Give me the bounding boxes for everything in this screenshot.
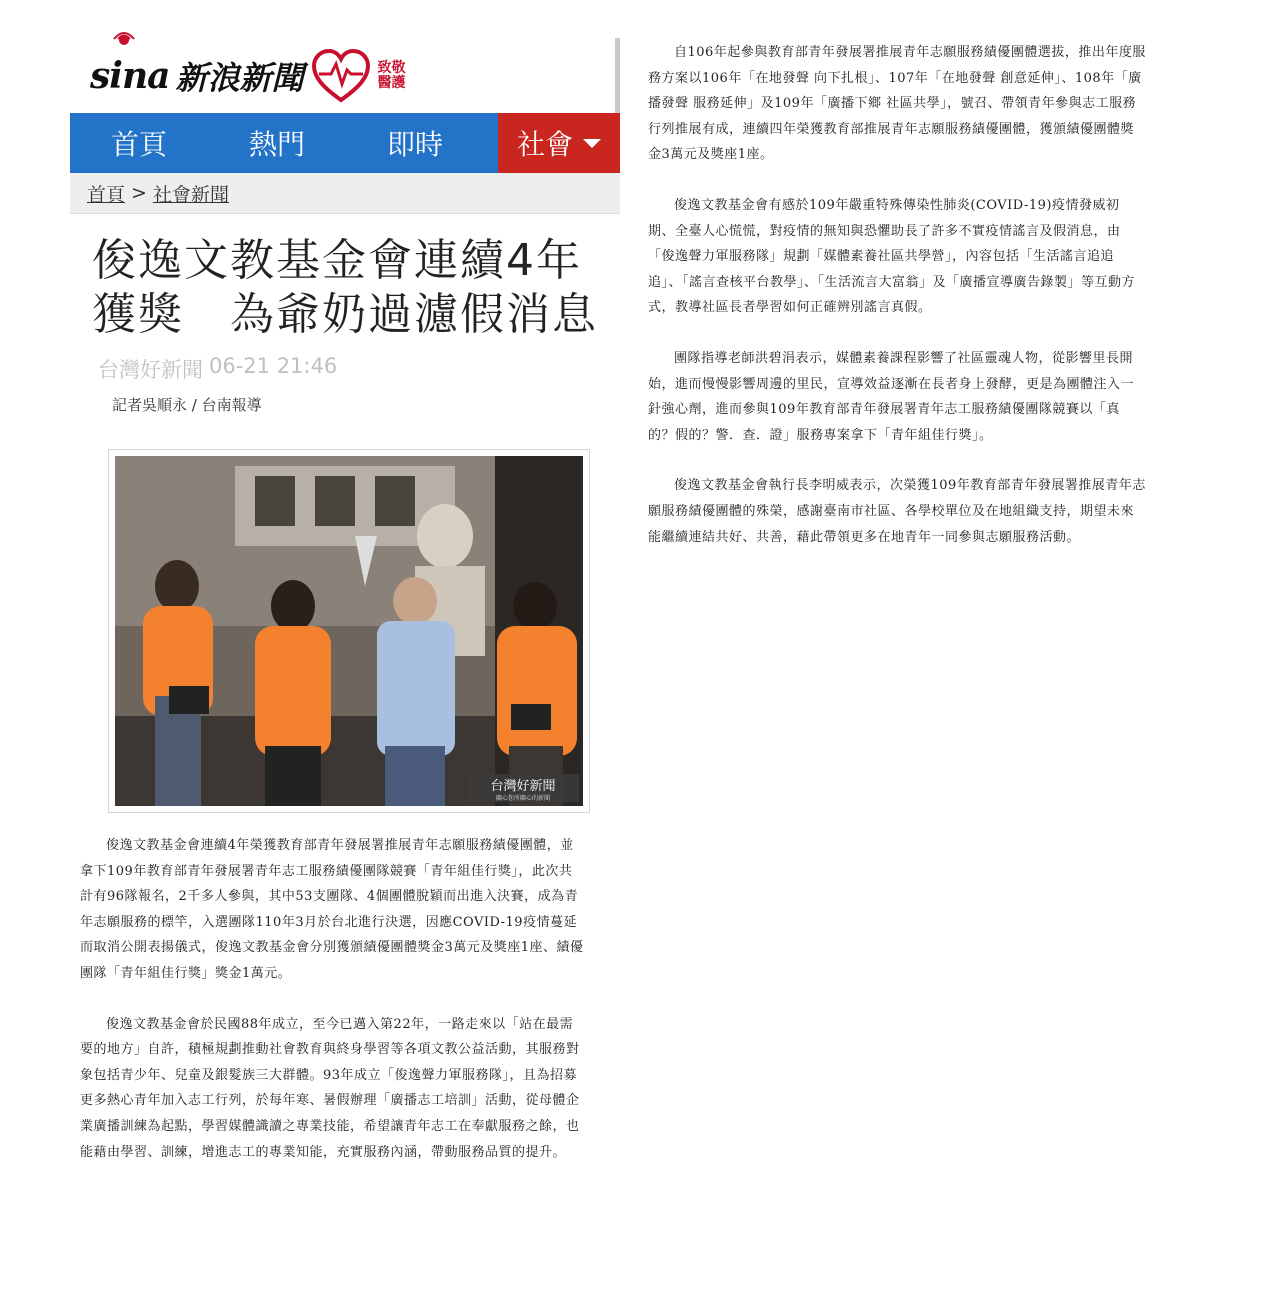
nav-latest[interactable]: 即時: [386, 128, 443, 161]
brand-name: 新浪新聞: [175, 59, 304, 97]
article-body-left: [80, 833, 585, 1165]
sina-logo[interactable]: [90, 44, 409, 108]
site-header: [70, 38, 620, 113]
chevron-down-icon: [583, 139, 601, 148]
article-paragraph: 俊逸文教基金會於民國88年成立，至今已邁入第22年，一路走來以「站在最需要的地方」自許，積極規劃推動社會教育與終身學習等各項文教公益活動，其服務對象包括青少年、兒童及銀髮族三大群體。93年成立「俊逸聲力軍服務隊」，且為招募更多熱心青年加入志工行列，於每年寒、暑假辦理「廣播志工培訓」活動，從母體企業廣播訓練為起點，學習媒體識讀之專業技能，希望讓青年志工在奉獻服務之餘，也能藉由學習、訓練，增進志工的專業知能，充實服務內涵，帶動服務品質的提升。: [80, 1016, 580, 1160]
news-page-column: [70, 38, 620, 1190]
breadcrumb-separator: >: [131, 182, 147, 204]
article-source: 台灣好新聞: [98, 358, 203, 382]
nav-home[interactable]: 首頁: [110, 128, 167, 161]
article-title: 俊逸文教基金會連續4年獲獎 為爺奶過濾假消息: [92, 235, 598, 340]
article-datetime: 06-21 21:46: [209, 354, 338, 378]
heartbeat-heart-icon: [311, 48, 371, 104]
article-body-right: [648, 40, 1146, 575]
article-paragraph: 俊逸文教基金會執行長李明威表示，次榮獲109年教育部青年發展署推展青年志願服務績優團體的殊榮，感謝臺南市社區、各學校單位及在地組織支持，期望未來能繼續連結共好、共善，藉此帶領更多在地青年一同參與志願服務活動。: [648, 478, 1146, 545]
article-photo-frame: [108, 449, 590, 813]
sina-wordmark: sina: [90, 55, 170, 97]
article-paragraph: 俊逸文教基金會有感於109年嚴重特殊傳染性肺炎(COVID-19)疫情發威初期、全臺人心慌慌，對疫情的無知與恐懼助長了許多不實疫情謠言及假消息，由「俊逸聲力軍服務隊」規劃「媒體素養社區共學營」，內容包括「生活謠言追追追」、「謠言查核平台教學」、「生活流言大富翁」及「廣播宣導廣告錄製」等互動方式，教導社區長者學習如何正確辨別謠言真假。: [648, 197, 1136, 316]
article-photo: [115, 456, 583, 806]
article-paragraph: 俊逸文教基金會連續4年榮獲教育部青年發展署推展青年志願服務績優團體，並拿下109年教育部青年發展署青年志工服務績優團隊競賽「青年組佳行獎」，此次共計有96隊報名，2千多人參與，其中53支團隊、4個團體脫穎而出進入決賽，成為青年志願服務的標竿，入選團隊110年3月於台北進行決選，因應COVID-19疫情蔓延而取消公開表揚儀式，俊逸文教基金會分別獲頒績優團體獎金3萬元及獎座1座、績優團隊「青年組佳行獎」獎金1萬元。: [80, 838, 584, 981]
article-paragraph: 團隊指導老師洪碧涓表示，媒體素養課程影響了社區靈魂人物，從影響里長開始，進而慢慢影響周邊的里民，宣導效益逐漸在長者身上發酵，更是為團體注入一針強心劑，進而參與109年教育部青年發展署青年志工服務績優團隊競賽以「真的？假的？警．查．證」服務專案拿下「青年組佳行獎」。: [648, 350, 1135, 443]
article-reporter: 記者吳順永 / 台南報導: [112, 396, 262, 414]
main-nav: [70, 113, 620, 173]
tagline-salute-medics: 致敬醫護: [377, 60, 406, 91]
sina-eye-icon: [112, 30, 136, 46]
photo-watermark: 台灣好新聞: [490, 779, 556, 794]
nav-society[interactable]: [498, 113, 620, 173]
photo-watermark-sub: 關心您所關心的新聞: [495, 795, 551, 802]
breadcrumb: [70, 173, 620, 214]
breadcrumb-home[interactable]: 首頁: [87, 183, 126, 206]
article-meta: [98, 354, 620, 384]
breadcrumb-section[interactable]: 社會新聞: [152, 183, 229, 206]
nav-popular[interactable]: 熱門: [248, 128, 305, 161]
article-paragraph: 自106年起參與教育部青年發展署推展青年志願服務績優團體選拔，推出年度服務方案以106年「在地發聲 向下扎根」、107年「在地發聲 創意延伸」、108年「廣播發聲 服務延伸」及109年「廣播下鄉 社區共學」，號召、帶領青年參與志工服務行列推展有成，連續四年榮獲教育部推展青年志願服務績優團體，獲頒績優團體獎金3萬元及獎座1座。: [648, 45, 1146, 163]
nav-society-label: 社會: [516, 128, 573, 161]
